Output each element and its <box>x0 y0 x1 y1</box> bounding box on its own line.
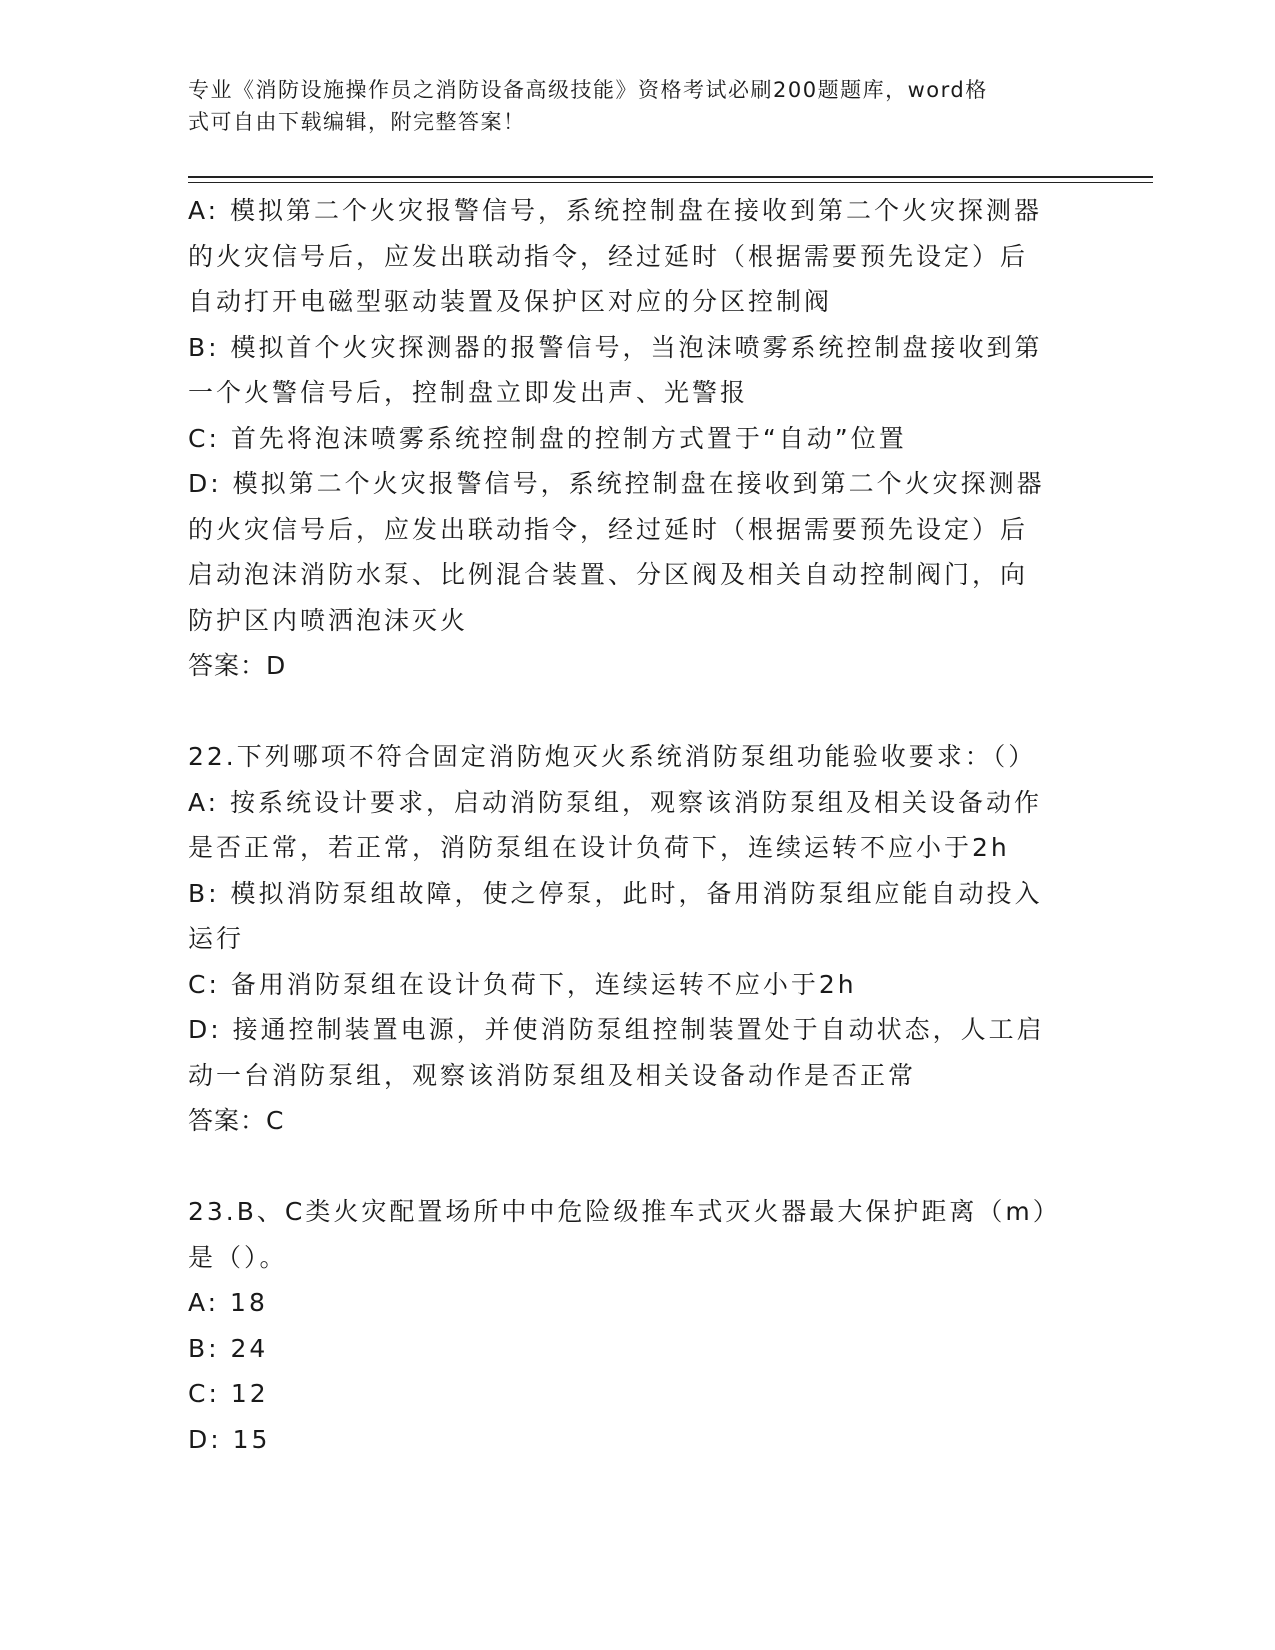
header-line-1: 专业《消防设施操作员之消防设备高级技能》资格考试必刷200题题库，word格 <box>188 78 988 102</box>
option-text-line: 运行 <box>188 924 245 953</box>
q21-option-a <box>188 188 1068 325</box>
header-divider <box>188 176 1153 183</box>
option-text-line: 启动泡沫消防水泵、比例混合装置、分区阀及相关自动控制阀门，向 <box>188 560 1029 589</box>
option-text-line: A: 模拟第二个火灾报警信号，系统控制盘在接收到第二个火灾探测器 <box>188 196 1043 225</box>
q22-option-d <box>188 1007 1068 1098</box>
q23-option-c: C: 12 <box>188 1379 269 1408</box>
q23-option-a: A: 18 <box>188 1288 268 1317</box>
header-line-2: 式可自由下载编辑，附完整答案！ <box>188 110 526 134</box>
q22-option-a <box>188 780 1068 871</box>
option-text-line: 的火灾信号后，应发出联动指令，经过延时（根据需要预先设定）后 <box>188 514 1029 544</box>
q23-stem-line: 是（）。 <box>188 1242 288 1272</box>
document-header <box>188 74 1068 138</box>
option-text-line: 是否正常，若正常，消防泵组在设计负荷下，连续运转不应小于2h <box>188 833 1010 862</box>
option-text-line: 一个火警信号后，控制盘立即发出声、光警报 <box>188 378 749 407</box>
option-text-line: 的火灾信号后，应发出联动指令，经过延时（根据需要预先设定）后 <box>188 241 1029 271</box>
option-text-line: 防护区内喷洒泡沫灭火 <box>188 605 469 635</box>
q22-option-c <box>188 962 1068 1008</box>
option-text-line: A: 按系统设计要求，启动消防泵组，观察该消防泵组及相关设备动作 <box>188 787 1043 817</box>
question-23 <box>188 1189 1068 1462</box>
option-text-line: 动一台消防泵组，观察该消防泵组及相关设备动作是否正常 <box>188 1060 917 1090</box>
question-22 <box>188 734 1068 1144</box>
q21-answer: 答案：D <box>188 651 287 680</box>
q21-option-b <box>188 325 1068 416</box>
q21-option-c <box>188 416 1068 462</box>
option-text-line: 自动打开电磁型驱动装置及保护区对应的分区控制阀 <box>188 287 833 316</box>
option-text-line: B: 模拟消防泵组故障，使之停泵，此时，备用消防泵组应能自动投入 <box>188 878 1043 908</box>
q23-option-b: B: 24 <box>188 1333 269 1363</box>
q22-option-b <box>188 871 1068 962</box>
option-text-line: B: 模拟首个火灾探测器的报警信号，当泡沫喷雾系统控制盘接收到第 <box>188 332 1043 362</box>
option-text-line: D: 模拟第二个火灾报警信号，系统控制盘在接收到第二个火灾探测器 <box>188 469 1045 498</box>
q23-option-d: D: 15 <box>188 1424 271 1454</box>
q22-stem: 22.下列哪项不符合固定消防炮灭火系统消防泵组功能验收要求：（） <box>188 742 1037 771</box>
question-content <box>188 188 1068 1462</box>
q22-answer: 答案：C <box>188 1106 285 1135</box>
option-text-line: C: 首先将泡沫喷雾系统控制盘的控制方式置于“自动”位置 <box>188 423 907 453</box>
q21-option-d <box>188 461 1068 643</box>
question-21 <box>188 188 1068 689</box>
option-text-line: C: 备用消防泵组在设计负荷下，连续运转不应小于2h <box>188 969 857 999</box>
spacer <box>188 689 1068 735</box>
option-text-line: D: 接通控制装置电源，并使消防泵组控制装置处于自动状态，人工启 <box>188 1015 1045 1044</box>
q23-stem-line: 23.B、C类火灾配置场所中中危险级推车式灭火器最大保护距离（m） <box>188 1197 1061 1226</box>
spacer <box>188 1144 1068 1190</box>
